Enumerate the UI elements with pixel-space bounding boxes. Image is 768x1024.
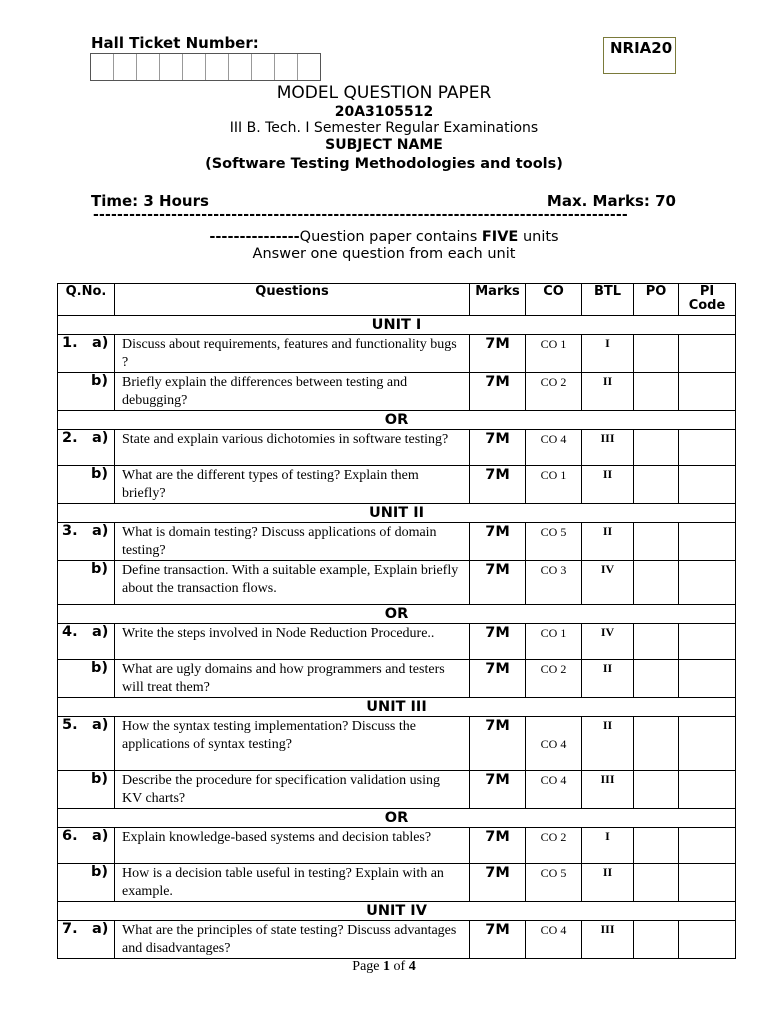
question-text: Write the steps involved in Node Reduction Procedure..: [115, 624, 470, 660]
separator-line: -----------------------------------------------------------------------------------------: [93, 207, 628, 223]
question-btl: I: [582, 828, 634, 864]
question-number-cell: [58, 717, 115, 771]
question-row: [58, 771, 736, 809]
question-pi-code: [679, 660, 736, 698]
question-co: CO 4: [526, 717, 582, 771]
question-pi-code: [679, 430, 736, 466]
question-po: [634, 717, 679, 771]
question-text: What are the principles of state testing? Discuss advantages and disadvantages?: [115, 921, 470, 959]
question-pi-code: [679, 561, 736, 605]
col-header-marks: Marks: [470, 284, 526, 316]
question-po: [634, 373, 679, 411]
question-marks: 7M: [470, 921, 526, 959]
instruction-suffix: units: [518, 229, 559, 245]
question-pi-code: [679, 373, 736, 411]
question-number-cell: [58, 523, 115, 561]
question-pi-code: [679, 717, 736, 771]
question-marks: 7M: [470, 828, 526, 864]
question-row: [58, 466, 736, 504]
question-text: Define transaction. With a suitable example, Explain briefly about the transaction flows.: [115, 561, 470, 605]
hall-ticket-digit-box[interactable]: [114, 54, 137, 80]
question-marks: 7M: [470, 624, 526, 660]
question-po: [634, 828, 679, 864]
question-btl: II: [582, 660, 634, 698]
col-header-po: PO: [634, 284, 679, 316]
question-number-cell: [58, 921, 115, 959]
unit-heading: UNIT III: [58, 698, 736, 717]
question-po: [634, 561, 679, 605]
question-number: 2.: [62, 430, 78, 446]
hall-ticket-boxes[interactable]: [90, 53, 321, 81]
paper-code: NRIA20: [603, 37, 676, 74]
question-co: CO 1: [526, 624, 582, 660]
question-po: [634, 660, 679, 698]
question-btl: I: [582, 335, 634, 373]
question-text: Briefly explain the differences between testing and debugging?: [115, 373, 470, 411]
question-pi-code: [679, 828, 736, 864]
question-text: How is a decision table useful in testing? Explain with an example.: [115, 864, 470, 902]
question-co: CO 2: [526, 660, 582, 698]
col-header-pi-code: PI Code: [679, 284, 736, 316]
question-number-cell: [58, 771, 115, 809]
question-text: Explain knowledge-based systems and decision tables?: [115, 828, 470, 864]
question-co: CO 2: [526, 373, 582, 411]
hall-ticket-digit-box[interactable]: [229, 54, 252, 80]
question-part: b): [90, 373, 108, 389]
question-part: a): [92, 624, 109, 640]
question-marks: 7M: [470, 466, 526, 504]
subject-name: (Software Testing Methodologies and tools): [205, 156, 563, 172]
question-text: What are the different types of testing? Explain them briefly?: [115, 466, 470, 504]
question-number: 1.: [62, 335, 78, 351]
unit-heading-row: [58, 316, 736, 335]
question-number-cell: [58, 561, 115, 605]
unit-heading-row: [58, 809, 736, 828]
hall-ticket-digit-box[interactable]: [183, 54, 206, 80]
question-row: [58, 335, 736, 373]
question-text: What are ugly domains and how programmers and testers will treat them?: [115, 660, 470, 698]
question-row: [58, 523, 736, 561]
question-row: [58, 624, 736, 660]
question-marks: 7M: [470, 771, 526, 809]
hall-ticket-digit-box[interactable]: [160, 54, 183, 80]
instruction-count: FIVE: [481, 229, 519, 245]
question-marks: 7M: [470, 373, 526, 411]
instruction-line-1: [0, 229, 768, 245]
question-part: b): [90, 561, 108, 577]
page-footer: [0, 959, 768, 975]
col-header-btl: BTL: [582, 284, 634, 316]
col-header-co: CO: [526, 284, 582, 316]
question-co: CO 4: [526, 771, 582, 809]
question-po: [634, 921, 679, 959]
question-co: CO 1: [526, 335, 582, 373]
question-pi-code: [679, 864, 736, 902]
unit-heading-row: [58, 605, 736, 624]
unit-heading-row: [58, 902, 736, 921]
question-btl: III: [582, 430, 634, 466]
hall-ticket-digit-box[interactable]: [91, 54, 114, 80]
question-table-body: [58, 316, 736, 959]
paper-title: MODEL QUESTION PAPER: [276, 83, 492, 103]
question-btl: II: [582, 373, 634, 411]
unit-heading: OR: [58, 605, 736, 624]
hall-ticket-digit-box[interactable]: [298, 54, 320, 80]
question-number-cell: [58, 430, 115, 466]
question-po: [634, 466, 679, 504]
question-number-cell: [58, 335, 115, 373]
question-btl: II: [582, 864, 634, 902]
page-of: of: [390, 959, 409, 974]
question-co: CO 4: [526, 430, 582, 466]
question-po: [634, 864, 679, 902]
question-co: CO 5: [526, 523, 582, 561]
hall-ticket-digit-box[interactable]: [275, 54, 298, 80]
subject-label: SUBJECT NAME: [325, 137, 443, 153]
question-part: a): [92, 523, 109, 539]
question-text: How the syntax testing implementation? Discuss the applications of syntax testing?: [115, 717, 470, 771]
instruction-line-2: Answer one question from each unit: [252, 246, 516, 262]
col-header-qno: Q.No.: [58, 284, 115, 316]
question-btl: IV: [582, 624, 634, 660]
question-row: [58, 717, 736, 771]
hall-ticket-digit-box[interactable]: [206, 54, 229, 80]
question-btl: II: [582, 466, 634, 504]
unit-heading: OR: [58, 809, 736, 828]
col-header-questions: Questions: [115, 284, 470, 316]
hall-ticket-digit-box[interactable]: [252, 54, 275, 80]
question-number-cell: [58, 660, 115, 698]
question-row: [58, 921, 736, 959]
question-marks: 7M: [470, 430, 526, 466]
question-btl: IV: [582, 561, 634, 605]
question-number-cell: [58, 828, 115, 864]
question-part: a): [92, 717, 109, 733]
question-po: [634, 523, 679, 561]
question-po: [634, 335, 679, 373]
unit-heading: UNIT I: [58, 316, 736, 335]
question-number-cell: [58, 466, 115, 504]
question-part: b): [90, 466, 108, 482]
question-part: b): [90, 771, 108, 787]
question-part: a): [92, 335, 109, 351]
question-po: [634, 771, 679, 809]
question-text: Discuss about requirements, features and functionality bugs ?: [115, 335, 470, 373]
question-text: What is domain testing? Discuss applications of domain testing?: [115, 523, 470, 561]
question-part: a): [92, 921, 109, 937]
question-part: b): [90, 660, 108, 676]
unit-heading: OR: [58, 411, 736, 430]
hall-ticket-digit-box[interactable]: [137, 54, 160, 80]
unit-heading: UNIT II: [58, 504, 736, 523]
question-marks: 7M: [470, 660, 526, 698]
question-marks: 7M: [470, 864, 526, 902]
question-row: [58, 660, 736, 698]
instruction-text: Question paper contains: [299, 229, 482, 245]
question-marks: 7M: [470, 561, 526, 605]
question-btl: III: [582, 771, 634, 809]
question-part: b): [90, 864, 108, 880]
question-pi-code: [679, 335, 736, 373]
unit-heading-row: [58, 411, 736, 430]
unit-heading-row: [58, 698, 736, 717]
question-table: [57, 283, 736, 959]
page-prefix: Page: [352, 959, 384, 974]
question-text: State and explain various dichotomies in software testing?: [115, 430, 470, 466]
question-co: CO 3: [526, 561, 582, 605]
question-row: [58, 373, 736, 411]
question-pi-code: [679, 771, 736, 809]
question-number: 4.: [62, 624, 78, 640]
unit-heading: UNIT IV: [58, 902, 736, 921]
table-header-row: [58, 284, 736, 316]
question-pi-code: [679, 624, 736, 660]
question-co: CO 2: [526, 828, 582, 864]
max-marks: Max. Marks: 70: [546, 192, 676, 210]
question-row: [58, 864, 736, 902]
question-co: CO 5: [526, 864, 582, 902]
question-number: 5.: [62, 717, 78, 733]
course-code: 20A3105512: [334, 104, 434, 120]
question-text: Describe the procedure for specification validation using KV charts?: [115, 771, 470, 809]
question-number-cell: [58, 624, 115, 660]
question-number-cell: [58, 373, 115, 411]
question-btl: II: [582, 717, 634, 771]
question-pi-code: [679, 466, 736, 504]
question-co: CO 4: [526, 921, 582, 959]
instruction-dashes: ---------------: [209, 229, 300, 245]
exam-name: III B. Tech. I Semester Regular Examinations: [229, 120, 539, 136]
hall-ticket-label: Hall Ticket Number:: [91, 34, 259, 52]
question-pi-code: [679, 921, 736, 959]
question-part: a): [92, 430, 109, 446]
question-number: 6.: [62, 828, 78, 844]
question-part: a): [92, 828, 109, 844]
page-total: 4: [408, 959, 416, 974]
question-row: [58, 561, 736, 605]
question-row: [58, 828, 736, 864]
question-co: CO 1: [526, 466, 582, 504]
question-marks: 7M: [470, 335, 526, 373]
question-po: [634, 624, 679, 660]
question-number-cell: [58, 864, 115, 902]
question-row: [58, 430, 736, 466]
question-marks: 7M: [470, 717, 526, 771]
page-number: 1: [383, 959, 391, 974]
question-po: [634, 430, 679, 466]
question-number: 7.: [62, 921, 78, 937]
question-number: 3.: [62, 523, 78, 539]
unit-heading-row: [58, 504, 736, 523]
question-btl: III: [582, 921, 634, 959]
question-btl: II: [582, 523, 634, 561]
question-pi-code: [679, 523, 736, 561]
exam-time: Time: 3 Hours: [91, 192, 209, 210]
question-marks: 7M: [470, 523, 526, 561]
